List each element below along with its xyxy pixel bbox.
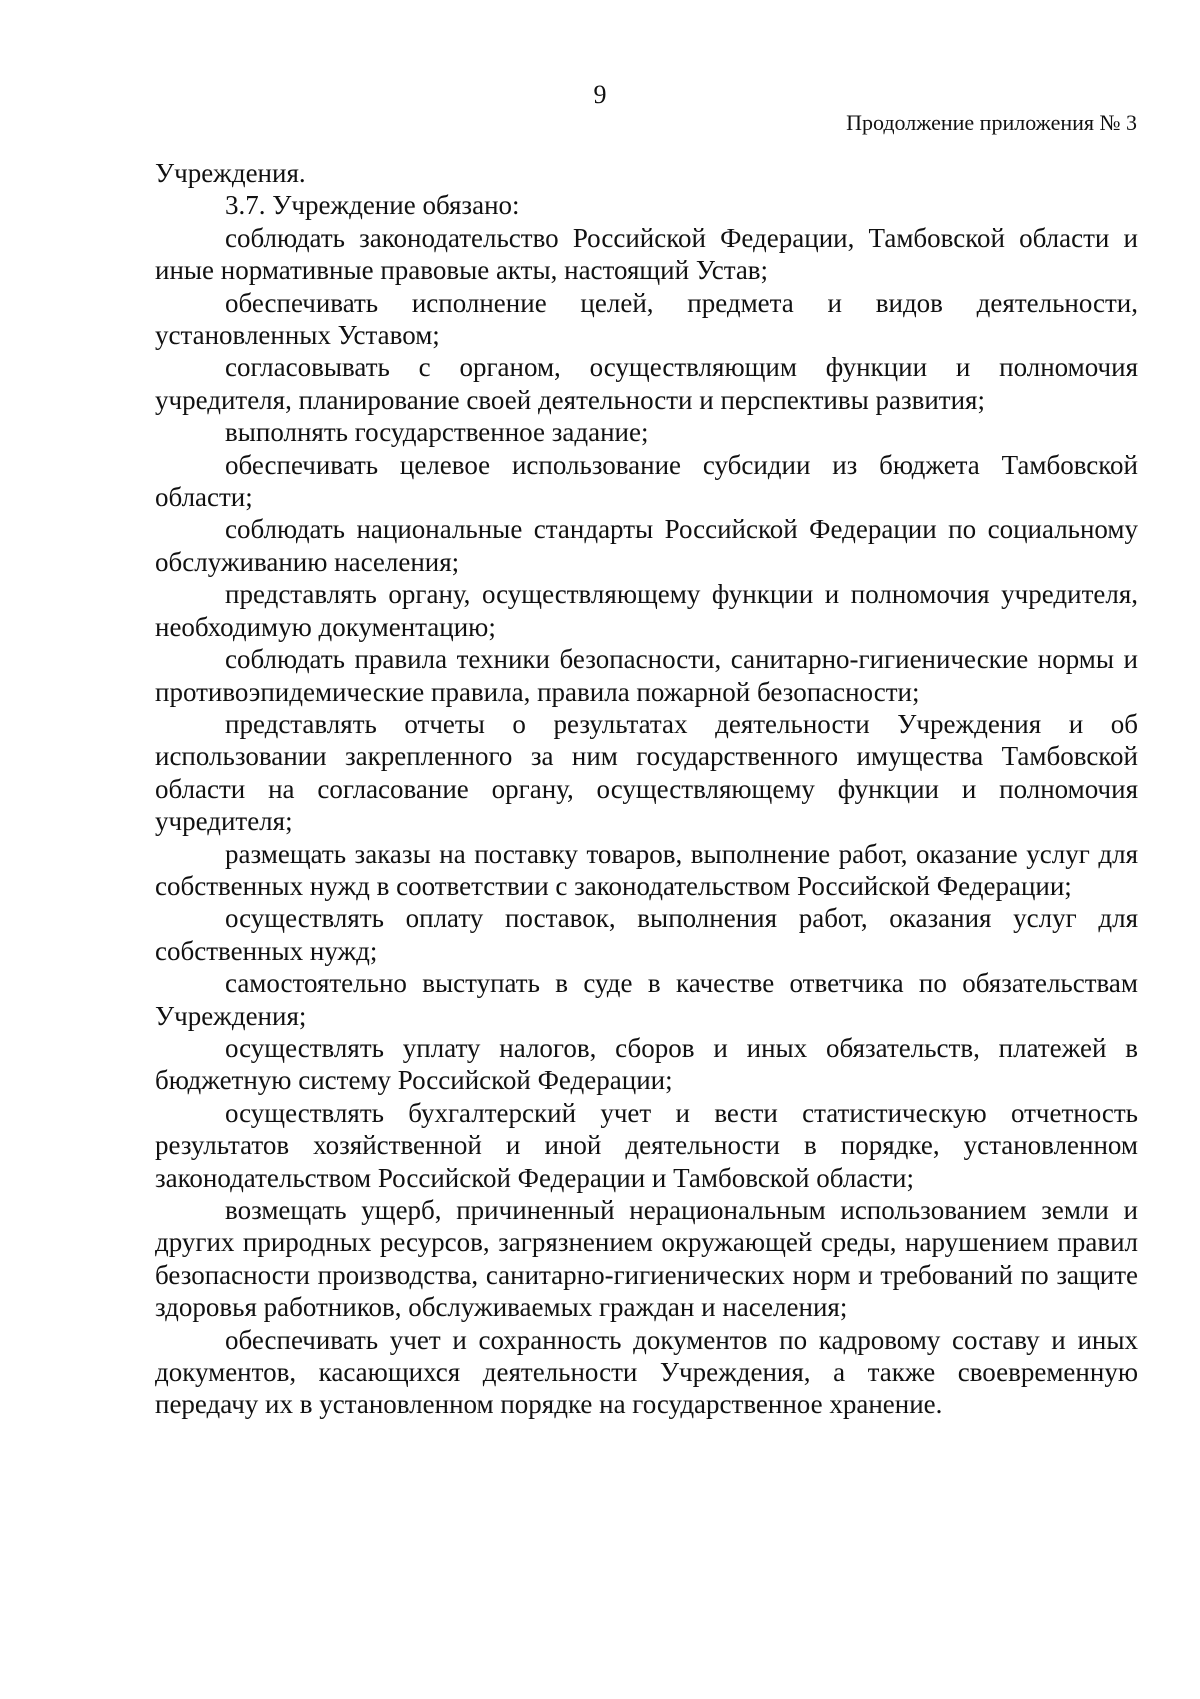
obligation-item: соблюдать законодательство Российской Федерации, Тамбовской области и иные нормативные правовые акты, настоящий Устав; (155, 222, 1138, 286)
document-body (155, 157, 1138, 1421)
obligation-item: согласовывать с органом, осуществляющим функции и полномочия учредителя, планирование своей деятельности и перспективы развития; (155, 352, 1138, 415)
obligation-item: соблюдать национальные стандарты Российской Федерации по социальному обслуживанию населения; (155, 514, 1138, 577)
obligation-item: выполнять государственное задание; (225, 417, 649, 448)
section-heading-3-7: 3.7. Учреждение обязано: (225, 190, 520, 221)
obligation-item: обеспечивать целевое использование субсидии из бюджета Тамбовской области; (155, 449, 1138, 513)
obligation-item: обеспечивать исполнение целей, предмета и видов деятельности, установленных Уставом; (155, 287, 1138, 351)
obligation-item: соблюдать правила техники безопасности, санитарно-гигиенические нормы и противоэпидемические правила, правила пожарной безопасности; (155, 644, 1138, 707)
obligation-item: самостоятельно выступать в суде в качестве ответчика по обязательствам Учреждения; (155, 968, 1138, 1031)
obligation-item: возмещать ущерб, причиненный нерациональным использованием земли и других природных ресурсов, загрязнением окружающей среды, нарушением правил безопасности производства, санитарно-гигиенических норм и требований по защите здоровья работников, обслуживаемых граждан и населения; (155, 1195, 1138, 1323)
paragraph-continuation: Учреждения. (155, 158, 306, 188)
obligation-item: представлять органу, осуществляющему функции и полномочия учредителя, необходимую документацию; (155, 579, 1138, 642)
appendix-continuation-note: Продолжение приложения № 3 (846, 110, 1137, 135)
page-number: 9 (593, 80, 607, 109)
obligation-item: осуществлять уплату налогов, сборов и иных обязательств, платежей в бюджетную систему Российской Федерации; (155, 1032, 1138, 1096)
obligation-item: размещать заказы на поставку товаров, выполнение работ, оказание услуг для собственных нужд в соответствии с законодательством Российской Федерации; (155, 838, 1138, 901)
obligation-item: представлять отчеты о результатах деятельности Учреждения и об использовании закрепленного за ним государственного имущества Тамбовской области на согласование органу, осуществляющему функции и полномочия учредителя; (155, 708, 1138, 837)
obligation-item: осуществлять бухгалтерский учет и вести статистическую отчетность результатов хозяйственной и иной деятельности в порядке, установленном законодательством Российской Федерации и Тамбовской области; (155, 1097, 1138, 1193)
obligation-item: обеспечивать учет и сохранность документов по кадровому составу и иных документов, касающихся деятельности Учреждения, а также своевременную передачу их в установленном порядке на государственное хранение. (155, 1324, 1138, 1420)
obligation-item: осуществлять оплату поставок, выполнения работ, оказания услуг для собственных нужд; (155, 903, 1138, 966)
